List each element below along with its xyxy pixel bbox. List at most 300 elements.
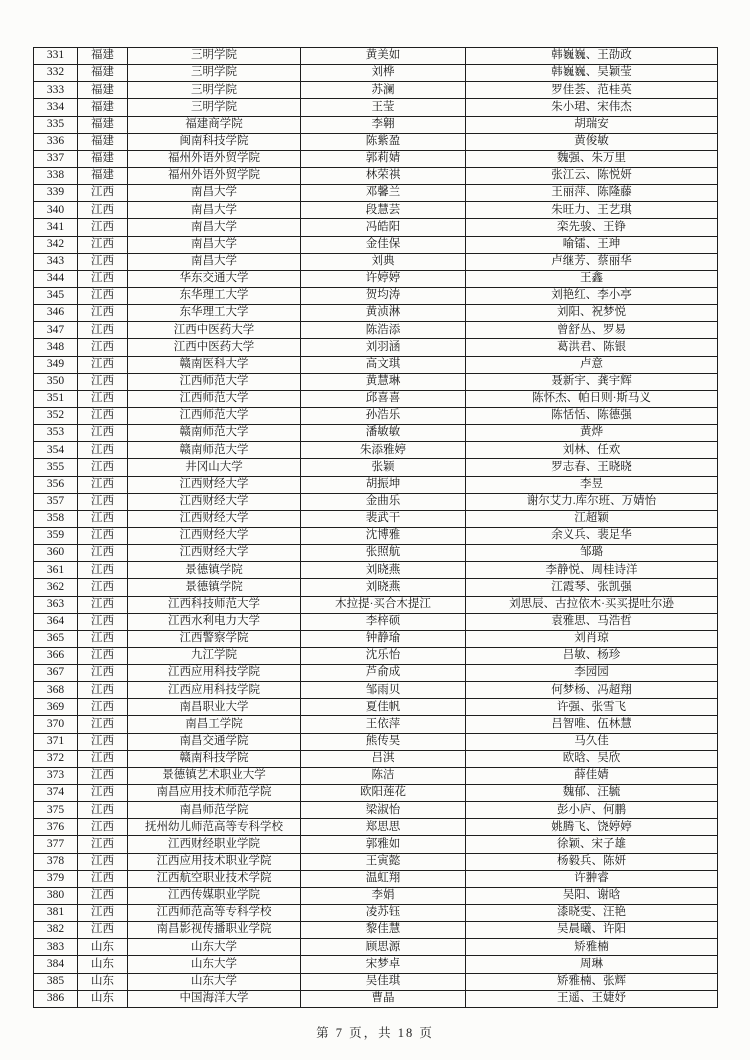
table-row (34, 733, 718, 750)
cell-advisor-names: 袁雅思、马浩哲 (466, 613, 718, 630)
cell-student-name: 李娟 (301, 887, 466, 904)
cell-university: 南昌工学院 (128, 716, 301, 733)
table-row (34, 939, 718, 956)
cell-province: 江西 (78, 476, 128, 493)
cell-student-name: 朱添雅婷 (301, 442, 466, 459)
cell-advisor-names: 刘肖琼 (466, 630, 718, 647)
cell-row-number: 344 (34, 270, 78, 287)
cell-row-number: 342 (34, 236, 78, 253)
cell-row-number: 358 (34, 510, 78, 527)
cell-province: 福建 (78, 150, 128, 167)
cell-university: 东华理工大学 (128, 305, 301, 322)
cell-university: 闽南科技学院 (128, 133, 301, 150)
cell-student-name: 熊传昊 (301, 733, 466, 750)
cell-student-name: 邱喜喜 (301, 390, 466, 407)
cell-student-name: 凌苏钰 (301, 905, 466, 922)
cell-university: 景德镇学院 (128, 562, 301, 579)
table-row (34, 133, 718, 150)
table-row (34, 236, 718, 253)
cell-province: 江西 (78, 305, 128, 322)
cell-province: 江西 (78, 545, 128, 562)
cell-university: 福建商学院 (128, 116, 301, 133)
cell-student-name: 温虹翔 (301, 870, 466, 887)
cell-advisor-names: 曾舒丛、罗易 (466, 322, 718, 339)
cell-university: 福州外语外贸学院 (128, 167, 301, 184)
cell-advisor-names: 栾先骏、王铮 (466, 219, 718, 236)
cell-row-number: 337 (34, 150, 78, 167)
cell-student-name: 苏澜 (301, 82, 466, 99)
cell-university: 三明学院 (128, 65, 301, 82)
cell-row-number: 380 (34, 887, 78, 904)
cell-university: 江西师范大学 (128, 390, 301, 407)
cell-advisor-names: 卢意 (466, 356, 718, 373)
cell-university: 华东交通大学 (128, 270, 301, 287)
cell-university: 井冈山大学 (128, 459, 301, 476)
cell-student-name: 王寅懿 (301, 853, 466, 870)
cell-university: 江西财经大学 (128, 510, 301, 527)
cell-student-name: 王依萍 (301, 716, 466, 733)
cell-university: 南昌师范学院 (128, 802, 301, 819)
cell-university: 江西科技师范大学 (128, 596, 301, 613)
cell-student-name: 邹雨贝 (301, 682, 466, 699)
cell-advisor-names: 卢继芳、蔡丽华 (466, 253, 718, 270)
table-row (34, 819, 718, 836)
cell-row-number: 370 (34, 716, 78, 733)
cell-row-number: 386 (34, 990, 78, 1007)
table-row (34, 802, 718, 819)
cell-row-number: 366 (34, 647, 78, 664)
cell-university: 三明学院 (128, 99, 301, 116)
cell-university: 赣南科技学院 (128, 750, 301, 767)
cell-student-name: 张颖 (301, 459, 466, 476)
cell-province: 江西 (78, 356, 128, 373)
cell-province: 福建 (78, 48, 128, 65)
cell-row-number: 348 (34, 339, 78, 356)
cell-province: 江西 (78, 185, 128, 202)
cell-province: 江西 (78, 579, 128, 596)
cell-province: 江西 (78, 270, 128, 287)
cell-row-number: 343 (34, 253, 78, 270)
cell-student-name: 郭雅如 (301, 836, 466, 853)
table-row (34, 630, 718, 647)
cell-student-name: 沈博雅 (301, 527, 466, 544)
cell-student-name: 黄慧琳 (301, 373, 466, 390)
table-row (34, 562, 718, 579)
cell-student-name: 陈紫盈 (301, 133, 466, 150)
cell-row-number: 355 (34, 459, 78, 476)
cell-student-name: 陈浩添 (301, 322, 466, 339)
cell-student-name: 欧阳莲花 (301, 785, 466, 802)
table-row (34, 750, 718, 767)
cell-row-number: 368 (34, 682, 78, 699)
table-row (34, 287, 718, 304)
cell-advisor-names: 罗志春、王晓晓 (466, 459, 718, 476)
cell-row-number: 363 (34, 596, 78, 613)
cell-province: 江西 (78, 442, 128, 459)
cell-row-number: 336 (34, 133, 78, 150)
cell-student-name: 曹晶 (301, 990, 466, 1007)
cell-advisor-names: 朱小珺、宋伟杰 (466, 99, 718, 116)
cell-advisor-names: 徐颖、宋子雄 (466, 836, 718, 853)
cell-student-name: 孙浩乐 (301, 407, 466, 424)
cell-row-number: 384 (34, 956, 78, 973)
award-roster-table (33, 47, 718, 1008)
table-row (34, 459, 718, 476)
cell-university: 东华理工大学 (128, 287, 301, 304)
table-row (34, 116, 718, 133)
cell-university: 江西师范大学 (128, 407, 301, 424)
cell-province: 江西 (78, 562, 128, 579)
table-row (34, 596, 718, 613)
cell-student-name: 沈乐怡 (301, 647, 466, 664)
table-row (34, 922, 718, 939)
cell-province: 江西 (78, 373, 128, 390)
cell-university: 三明学院 (128, 82, 301, 99)
cell-province: 福建 (78, 82, 128, 99)
cell-advisor-names: 喻镭、王珅 (466, 236, 718, 253)
cell-province: 福建 (78, 133, 128, 150)
cell-advisor-names: 王鑫 (466, 270, 718, 287)
cell-advisor-names: 周琳 (466, 956, 718, 973)
cell-province: 山东 (78, 956, 128, 973)
cell-row-number: 379 (34, 870, 78, 887)
cell-advisor-names: 姚腾飞、饶婷婷 (466, 819, 718, 836)
cell-row-number: 365 (34, 630, 78, 647)
cell-row-number: 339 (34, 185, 78, 202)
cell-province: 福建 (78, 116, 128, 133)
cell-row-number: 378 (34, 853, 78, 870)
cell-row-number: 352 (34, 407, 78, 424)
cell-advisor-names: 张江云、陈悦妍 (466, 167, 718, 184)
cell-advisor-names: 吕智唯、伍林慧 (466, 716, 718, 733)
cell-university: 景德镇艺术职业大学 (128, 767, 301, 784)
table-row (34, 527, 718, 544)
cell-university: 南昌应用技术师范学院 (128, 785, 301, 802)
cell-student-name: 芦俞成 (301, 665, 466, 682)
cell-university: 江西师范大学 (128, 373, 301, 390)
cell-university: 赣南医科大学 (128, 356, 301, 373)
cell-province: 江西 (78, 853, 128, 870)
cell-advisor-names: 刘阳、祝梦悦 (466, 305, 718, 322)
cell-row-number: 346 (34, 305, 78, 322)
table-row (34, 785, 718, 802)
cell-province: 江西 (78, 596, 128, 613)
cell-student-name: 刘晓燕 (301, 562, 466, 579)
cell-student-name: 金曲乐 (301, 493, 466, 510)
cell-row-number: 340 (34, 202, 78, 219)
cell-university: 赣南师范大学 (128, 425, 301, 442)
table-row (34, 48, 718, 65)
cell-row-number: 345 (34, 287, 78, 304)
cell-advisor-names: 谢尔艾力.库尔班、万婧怡 (466, 493, 718, 510)
cell-province: 江西 (78, 733, 128, 750)
cell-advisor-names: 刘思辰、古拉依木·买买提吐尔逊 (466, 596, 718, 613)
cell-advisor-names: 余义兵、裴足华 (466, 527, 718, 544)
cell-university: 江西应用技术职业学院 (128, 853, 301, 870)
cell-student-name: 郑思思 (301, 819, 466, 836)
cell-row-number: 341 (34, 219, 78, 236)
cell-university: 江西财经大学 (128, 545, 301, 562)
cell-province: 江西 (78, 287, 128, 304)
cell-row-number: 333 (34, 82, 78, 99)
cell-row-number: 385 (34, 973, 78, 990)
cell-student-name: 宋梦卓 (301, 956, 466, 973)
cell-province: 江西 (78, 339, 128, 356)
cell-student-name: 胡振坤 (301, 476, 466, 493)
cell-advisor-names: 刘艳红、李小亭 (466, 287, 718, 304)
table-row (34, 442, 718, 459)
table-row (34, 476, 718, 493)
cell-student-name: 吕淇 (301, 750, 466, 767)
table-row (34, 493, 718, 510)
table-row (34, 65, 718, 82)
cell-advisor-names: 何梦杨、冯超翔 (466, 682, 718, 699)
cell-student-name: 黄浈淋 (301, 305, 466, 322)
cell-student-name: 黄美如 (301, 48, 466, 65)
cell-advisor-names: 刘林、任欢 (466, 442, 718, 459)
cell-province: 江西 (78, 390, 128, 407)
cell-advisor-names: 江超颖 (466, 510, 718, 527)
cell-university: 江西水利电力大学 (128, 613, 301, 630)
cell-university: 江西应用科技学院 (128, 665, 301, 682)
cell-university: 江西财经大学 (128, 527, 301, 544)
cell-advisor-names: 黄俊敏 (466, 133, 718, 150)
cell-advisor-names: 李静悦、周桂诗洋 (466, 562, 718, 579)
cell-province: 江西 (78, 887, 128, 904)
cell-student-name: 刘羽涵 (301, 339, 466, 356)
table-row (34, 887, 718, 904)
cell-province: 江西 (78, 785, 128, 802)
cell-university: 江西中医药大学 (128, 339, 301, 356)
cell-row-number: 334 (34, 99, 78, 116)
cell-province: 江西 (78, 630, 128, 647)
cell-province: 江西 (78, 922, 128, 939)
cell-student-name: 夏佳帆 (301, 699, 466, 716)
cell-university: 江西警察学院 (128, 630, 301, 647)
cell-advisor-names: 邹璐 (466, 545, 718, 562)
table-row (34, 390, 718, 407)
cell-university: 赣南师范大学 (128, 442, 301, 459)
cell-advisor-names: 矫雅楠 (466, 939, 718, 956)
cell-advisor-names: 吴阳、谢晗 (466, 887, 718, 904)
table-row (34, 82, 718, 99)
table-row (34, 956, 718, 973)
cell-advisor-names: 王遥、王婕妤 (466, 990, 718, 1007)
table-row (34, 973, 718, 990)
cell-province: 江西 (78, 202, 128, 219)
cell-province: 江西 (78, 647, 128, 664)
roster-table-body (34, 48, 718, 1008)
table-row (34, 167, 718, 184)
table-row (34, 270, 718, 287)
table-row (34, 853, 718, 870)
cell-advisor-names: 吕敏、杨珍 (466, 647, 718, 664)
cell-row-number: 357 (34, 493, 78, 510)
cell-university: 江西中医药大学 (128, 322, 301, 339)
cell-student-name: 郭莉婧 (301, 150, 466, 167)
cell-university: 江西传媒职业学院 (128, 887, 301, 904)
cell-row-number: 335 (34, 116, 78, 133)
cell-province: 山东 (78, 973, 128, 990)
table-row (34, 185, 718, 202)
table-row (34, 510, 718, 527)
table-row (34, 647, 718, 664)
cell-row-number: 383 (34, 939, 78, 956)
table-row (34, 905, 718, 922)
cell-row-number: 347 (34, 322, 78, 339)
table-row (34, 425, 718, 442)
cell-university: 山东大学 (128, 956, 301, 973)
cell-student-name: 林荣祺 (301, 167, 466, 184)
cell-row-number: 377 (34, 836, 78, 853)
table-row (34, 579, 718, 596)
cell-province: 江西 (78, 682, 128, 699)
cell-university: 南昌大学 (128, 219, 301, 236)
cell-row-number: 359 (34, 527, 78, 544)
cell-student-name: 许婷婷 (301, 270, 466, 287)
cell-row-number: 364 (34, 613, 78, 630)
cell-province: 江西 (78, 236, 128, 253)
cell-student-name: 邓馨兰 (301, 185, 466, 202)
cell-university: 南昌影视传播职业学院 (128, 922, 301, 939)
cell-university: 江西财经大学 (128, 476, 301, 493)
table-row (34, 767, 718, 784)
cell-province: 江西 (78, 870, 128, 887)
cell-row-number: 360 (34, 545, 78, 562)
cell-student-name: 王莹 (301, 99, 466, 116)
cell-advisor-names: 韩巍巍、吴颖莹 (466, 65, 718, 82)
cell-student-name: 裴武干 (301, 510, 466, 527)
cell-advisor-names: 漆晓雯、汪艳 (466, 905, 718, 922)
table-row (34, 150, 718, 167)
cell-university: 福州外语外贸学院 (128, 150, 301, 167)
cell-advisor-names: 吴晨曦、许阳 (466, 922, 718, 939)
cell-advisor-names: 欧晗、吴欣 (466, 750, 718, 767)
cell-row-number: 374 (34, 785, 78, 802)
cell-row-number: 331 (34, 48, 78, 65)
cell-row-number: 382 (34, 922, 78, 939)
cell-province: 江西 (78, 767, 128, 784)
cell-student-name: 贺均涛 (301, 287, 466, 304)
cell-row-number: 351 (34, 390, 78, 407)
cell-student-name: 陈洁 (301, 767, 466, 784)
cell-advisor-names: 薛佳婧 (466, 767, 718, 784)
cell-row-number: 362 (34, 579, 78, 596)
table-row (34, 699, 718, 716)
cell-province: 江西 (78, 819, 128, 836)
cell-row-number: 350 (34, 373, 78, 390)
cell-student-name: 刘桦 (301, 65, 466, 82)
cell-advisor-names: 魏强、朱万里 (466, 150, 718, 167)
cell-student-name: 李梓硕 (301, 613, 466, 630)
cell-university: 山东大学 (128, 939, 301, 956)
cell-province: 江西 (78, 407, 128, 424)
cell-advisor-names: 许强、张雪飞 (466, 699, 718, 716)
page-number-footer: 第 7 页，共 18 页 (316, 1026, 434, 1040)
cell-row-number: 332 (34, 65, 78, 82)
table-row (34, 339, 718, 356)
cell-advisor-names: 陈怀杰、帕日则·斯马义 (466, 390, 718, 407)
cell-row-number: 371 (34, 733, 78, 750)
cell-student-name: 李翱 (301, 116, 466, 133)
cell-province: 江西 (78, 613, 128, 630)
cell-advisor-names: 矫雅楠、张辉 (466, 973, 718, 990)
cell-row-number: 361 (34, 562, 78, 579)
cell-province: 江西 (78, 527, 128, 544)
cell-university: 江西应用科技学院 (128, 682, 301, 699)
cell-student-name: 刘晓燕 (301, 579, 466, 596)
cell-university: 三明学院 (128, 48, 301, 65)
cell-advisor-names: 黄烨 (466, 425, 718, 442)
cell-province: 江西 (78, 716, 128, 733)
cell-student-name: 梁淑怡 (301, 802, 466, 819)
cell-student-name: 高文琪 (301, 356, 466, 373)
cell-university: 山东大学 (128, 973, 301, 990)
table-row (34, 305, 718, 322)
cell-province: 江西 (78, 665, 128, 682)
table-row (34, 990, 718, 1007)
cell-province: 山东 (78, 990, 128, 1007)
cell-advisor-names: 杨毅兵、陈妍 (466, 853, 718, 870)
table-row (34, 202, 718, 219)
cell-university: 抚州幼儿师范高等专科学校 (128, 819, 301, 836)
cell-university: 南昌大学 (128, 236, 301, 253)
cell-province: 江西 (78, 219, 128, 236)
cell-row-number: 381 (34, 905, 78, 922)
cell-student-name: 吴佳琪 (301, 973, 466, 990)
table-row (34, 716, 718, 733)
cell-province: 江西 (78, 459, 128, 476)
cell-university: 江西师范高等专科学校 (128, 905, 301, 922)
cell-university: 江西航空职业技术学院 (128, 870, 301, 887)
cell-university: 九江学院 (128, 647, 301, 664)
cell-advisor-names: 魏郁、汪毓 (466, 785, 718, 802)
cell-university: 景德镇学院 (128, 579, 301, 596)
cell-advisor-names: 罗佳荟、范桂英 (466, 82, 718, 99)
cell-university: 南昌交通学院 (128, 733, 301, 750)
table-row (34, 836, 718, 853)
cell-province: 江西 (78, 253, 128, 270)
cell-university: 南昌职业大学 (128, 699, 301, 716)
cell-province: 福建 (78, 99, 128, 116)
cell-university: 中国海洋大学 (128, 990, 301, 1007)
cell-advisor-names: 陈恬恬、陈德强 (466, 407, 718, 424)
cell-university: 南昌大学 (128, 202, 301, 219)
table-row (34, 665, 718, 682)
cell-student-name: 刘典 (301, 253, 466, 270)
table-row (34, 407, 718, 424)
cell-province: 福建 (78, 167, 128, 184)
cell-advisor-names: 聂新宇、龚宇辉 (466, 373, 718, 390)
cell-row-number: 372 (34, 750, 78, 767)
cell-row-number: 369 (34, 699, 78, 716)
cell-advisor-names: 朱旺力、王艺琪 (466, 202, 718, 219)
cell-advisor-names: 马久佳 (466, 733, 718, 750)
cell-row-number: 353 (34, 425, 78, 442)
cell-advisor-names: 江霞琴、张凯强 (466, 579, 718, 596)
cell-student-name: 木拉提·买合木提江 (301, 596, 466, 613)
table-row (34, 322, 718, 339)
cell-province: 山东 (78, 939, 128, 956)
table-row (34, 545, 718, 562)
cell-province: 江西 (78, 322, 128, 339)
cell-student-name: 冯皓阳 (301, 219, 466, 236)
cell-advisor-names: 胡瑞安 (466, 116, 718, 133)
table-row (34, 219, 718, 236)
table-row (34, 99, 718, 116)
cell-advisor-names: 李昱 (466, 476, 718, 493)
cell-province: 江西 (78, 905, 128, 922)
